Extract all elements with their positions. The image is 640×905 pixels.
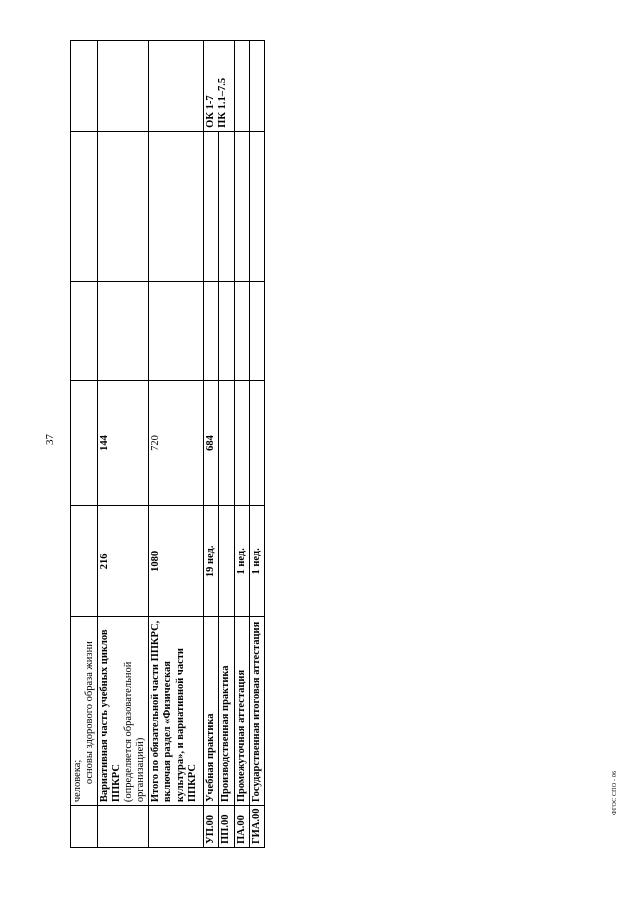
- title-cell: Итого по обязательной части ППКРС, включая раздел «Физическая культура», и вариативной части ППКРС: [149, 617, 204, 806]
- table-row: [249, 41, 264, 848]
- code-cell: [71, 806, 98, 848]
- title-cell: Учебная практика: [204, 617, 219, 806]
- table-row: [204, 41, 219, 848]
- duration-cell: 1 нед.: [249, 506, 264, 617]
- table-row: [71, 41, 98, 848]
- title-cell: Государственная итоговая аттестация: [249, 617, 264, 806]
- footer-label: ФГОС СПО - 06: [612, 770, 618, 815]
- title-cell: [71, 617, 98, 806]
- curriculum-table: [70, 40, 265, 848]
- table-row: [219, 41, 234, 848]
- duration-cell: 19 нед.: [204, 506, 219, 617]
- code-cell: ПП.00: [219, 806, 234, 848]
- max-load-cell: 1080: [149, 506, 204, 617]
- mandatory-load-cell: 720: [149, 380, 204, 505]
- title-cell: Производственная практика: [219, 617, 234, 806]
- max-load-cell: 216: [98, 506, 149, 617]
- table-row: [234, 41, 249, 848]
- mandatory-load-cell: 144: [98, 380, 149, 505]
- competency: ОК 1-7: [205, 95, 217, 128]
- page-number: 37: [44, 434, 56, 445]
- code-cell: ПА.00: [234, 806, 249, 848]
- hours-cell: 684: [204, 380, 219, 505]
- table-row: [149, 41, 204, 848]
- code-cell: ГИА.00: [249, 806, 264, 848]
- code-cell: УП.00: [204, 806, 219, 848]
- row-text: основы здорового образа жизни: [84, 641, 96, 785]
- title-cell: Промежуточная аттестация: [234, 617, 249, 806]
- curriculum-table-rotated: [70, 40, 262, 848]
- row-text: человека;: [72, 759, 83, 803]
- row-title: Вариативная часть учебных циклов ППКРС: [99, 629, 123, 803]
- competencies-cell: [204, 41, 234, 132]
- table-row: [98, 41, 149, 848]
- row-note: (определяется образовательной организацией): [123, 661, 147, 803]
- duration-cell: 1 нед.: [234, 506, 249, 617]
- title-cell: [98, 617, 149, 806]
- competency: ПК 1.1–7.5: [217, 77, 229, 128]
